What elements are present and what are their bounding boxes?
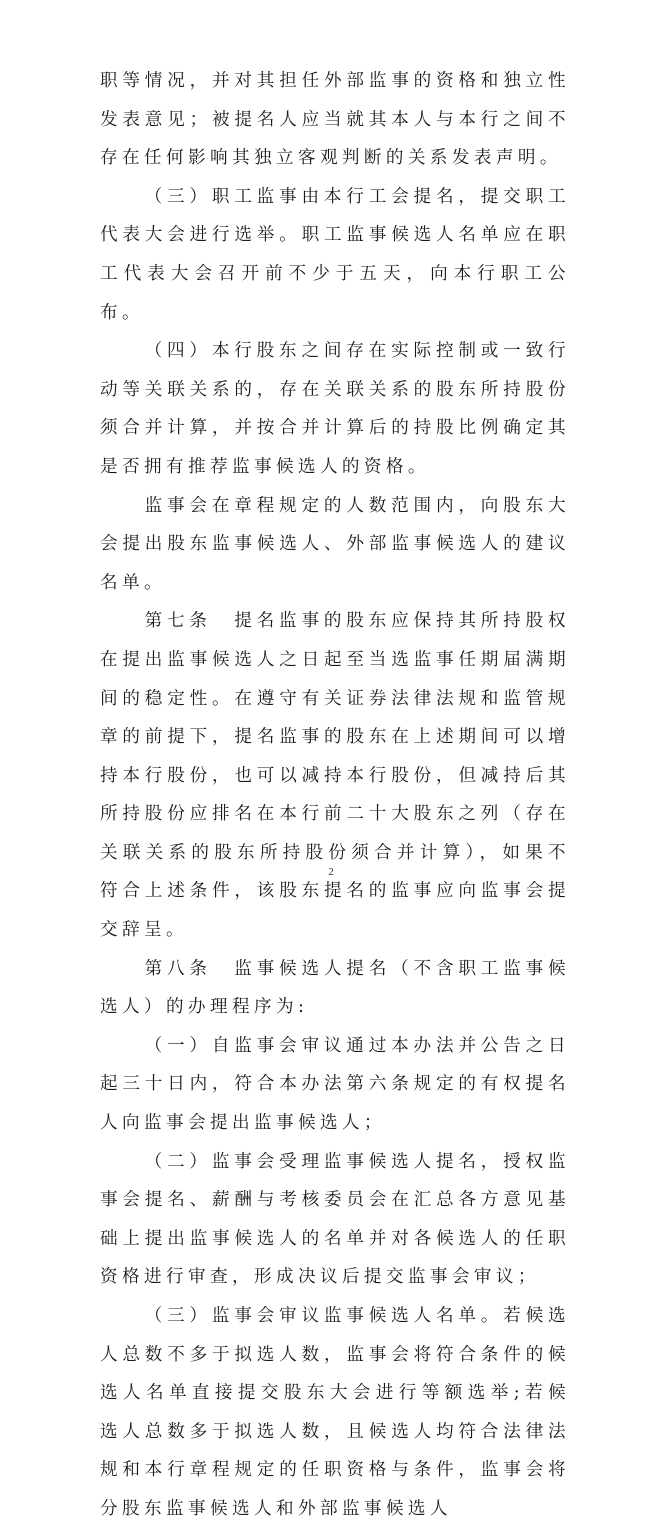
paragraph-article-8-item-2: （二）监事会受理监事候选人提名，授权监事会提名、薪酬与考核委员会在汇总各方意见基础上提出监事候选人的名单并对各候选人的任职资格进行审查，形成决议后提交监事会审议； xyxy=(100,1151,570,1288)
paragraph-item-4-related-shareholders: （四）本行股东之间存在实际控制或一致行动等关联关系的，存在关联关系的股东所持股份须合并计算，并按合并计算后的持股比例确定其是否拥有推荐监事候选人的资格。 xyxy=(100,341,570,477)
paragraph-article-8-item-1: （一）自监事会审议通过本办法并公告之日起三十日内，符合本办法第六条规定的有权提名人向监事会提出监事候选人； xyxy=(100,1035,570,1134)
page-number: 2 xyxy=(328,866,334,878)
paragraph-external-supervisor-opinion: 职等情况，并对其担任外部监事的资格和独立性发表意见；被提名人应当就其本人与本行之间不存在任何影响其独立客观判断的关系发表声明。 xyxy=(100,71,570,169)
paragraph-article-7: 第七条 提名监事的股东应保持其所持股权在提出监事候选人之日起至当选监事任期届满期间的稳定性。在遵守有关证券法律法规和监管规章的前提下，提名监事的股东在上述期间可以增持本行股份，也可以减持本行股份，但减持后其所持股份应排名在本行前二十大股东之列（存在关联关系的股东所持股份须合并计算），如果不符合上述条件，该股东提名的监事应向监事会提交辞呈。 xyxy=(100,611,570,941)
paragraph-article-8-item-3: （三）监事会审议监事候选人名单。若候选人总数不多于拟选人数，监事会将符合条件的候选人名单直接提交股东大会进行等额选举;若候选人总数多于拟选人数，且候选人均符合法律法规和本行章程规定的任职资格与条件，监事会将分股东监事候选人和外部监事候选人 xyxy=(100,1306,570,1519)
paragraph-supervisory-board-proposal: 监事会在章程规定的人数范围内，向股东大会提出股东监事候选人、外部监事候选人的建议名单。 xyxy=(100,495,570,593)
document-body xyxy=(100,62,570,1529)
paragraph-article-8: 第八条 监事候选人提名（不含职工监事候选人）的办理程序为: xyxy=(100,958,570,1018)
paragraph-item-3-employee-supervisor: （三）职工监事由本行工会提名，提交职工代表大会进行选举。职工监事候选人名单应在职工代表大会召开前不少于五天，向本行职工公布。 xyxy=(100,186,570,323)
